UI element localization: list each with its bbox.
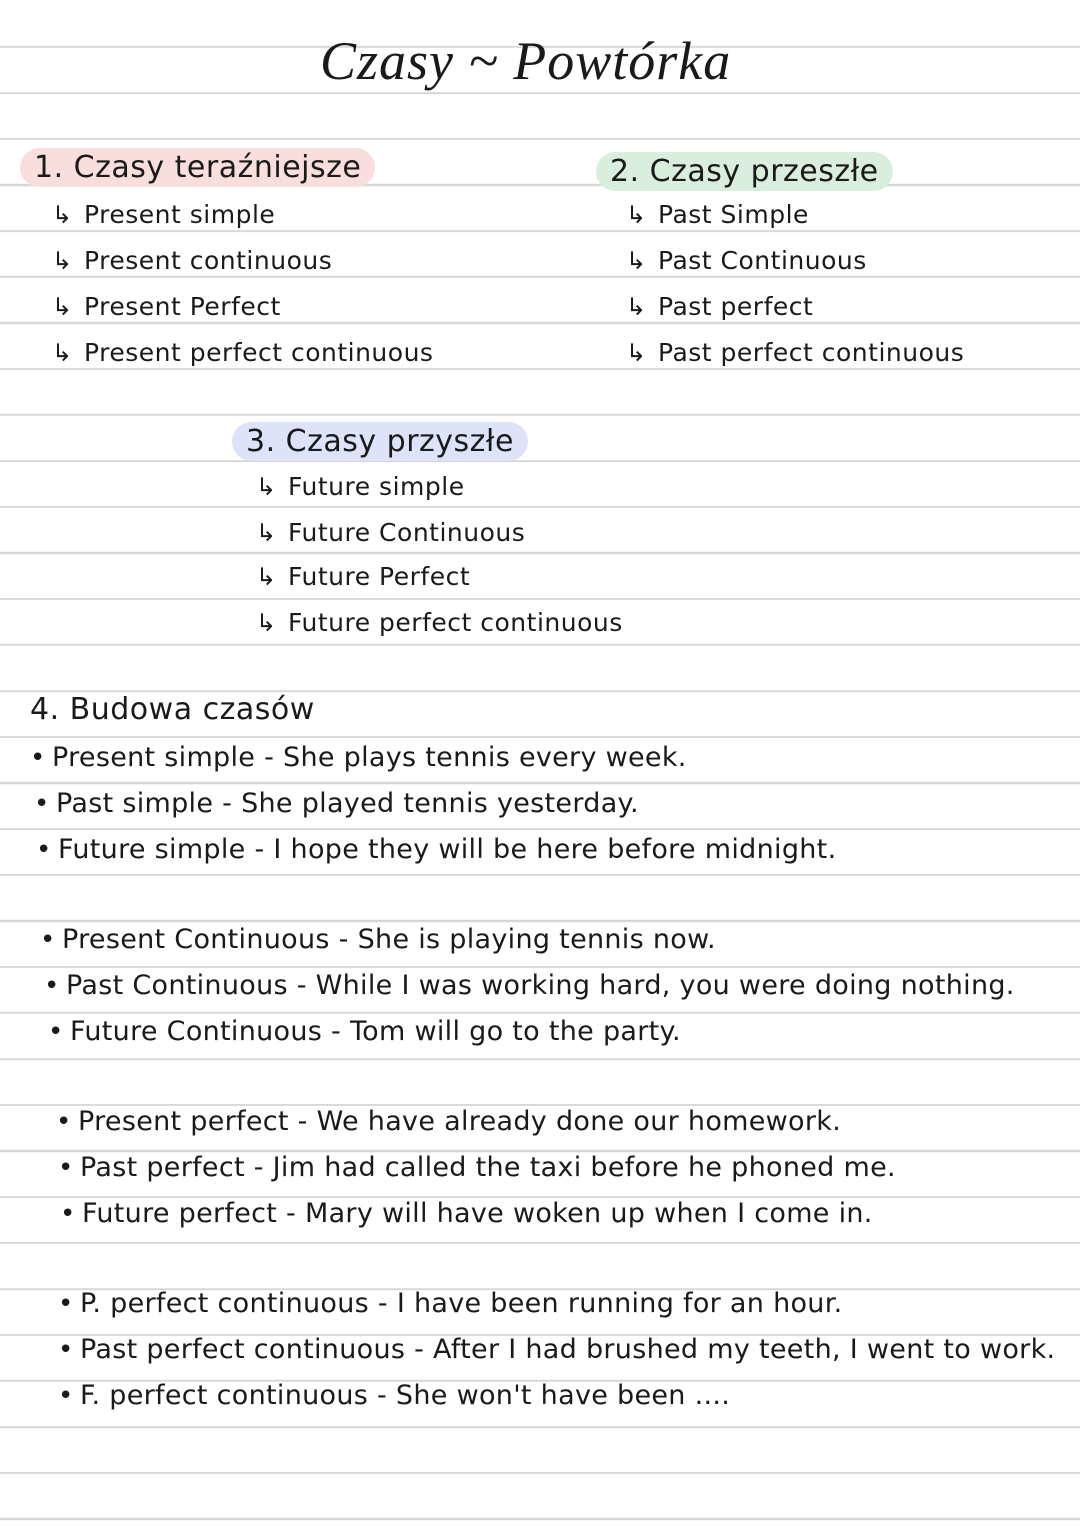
list-item: ↳ Future Continuous (256, 518, 526, 547)
example-sentence: • Future perfect - Mary will have woken up when I come in. (60, 1198, 873, 1229)
arrow-icon: ↳ (626, 201, 647, 229)
bullet-icon: • (44, 971, 60, 1001)
arrow-icon: ↳ (626, 293, 647, 321)
arrow-icon: ↳ (626, 247, 647, 275)
bullet-icon: • (36, 835, 52, 865)
list-item: ↳ Past Continuous (626, 246, 867, 275)
page-title: Czasy ~ Powtórka (320, 31, 732, 91)
bullet-icon: • (30, 743, 46, 773)
list-item: ↳ Present perfect continuous (52, 338, 434, 367)
list-item: ↳ Future perfect continuous (256, 608, 623, 637)
example-sentence: • Past Continuous - While I was working hard, you were doing nothing. (44, 970, 1015, 1001)
example-sentence: • Future simple - I hope they will be here before midnight. (36, 834, 837, 865)
arrow-icon: ↳ (52, 293, 73, 321)
list-item: ↳ Future simple (256, 472, 465, 501)
list-item: ↳ Present simple (52, 200, 276, 229)
bullet-icon: • (58, 1289, 74, 1319)
list-item: ↳ Present Perfect (52, 292, 281, 321)
section-heading-future: 3. Czasy przyszłe (232, 422, 528, 461)
list-item: ↳ Present continuous (52, 246, 333, 275)
example-sentence: • F. perfect continuous - She won't have been .... (58, 1380, 731, 1411)
example-sentence: • Past simple - She played tennis yesterday. (34, 788, 639, 819)
list-item: ↳ Past perfect (626, 292, 814, 321)
arrow-icon: ↳ (256, 563, 277, 591)
arrow-icon: ↳ (52, 247, 73, 275)
list-item: ↳ Past Simple (626, 200, 809, 229)
list-item: ↳ Future Perfect (256, 562, 471, 591)
bullet-icon: • (56, 1107, 72, 1137)
bullet-icon: • (40, 925, 56, 955)
bullet-icon: • (58, 1381, 74, 1411)
example-sentence: • P. perfect continuous - I have been running for an hour. (58, 1288, 843, 1319)
example-sentence: • Future Continuous - Tom will go to the party. (48, 1016, 681, 1047)
bullet-icon: • (60, 1199, 76, 1229)
example-sentence: • Past perfect continuous - After I had brushed my teeth, I went to work. (58, 1334, 1056, 1365)
example-sentence: • Past perfect - Jim had called the taxi before he phoned me. (58, 1152, 896, 1183)
arrow-icon: ↳ (52, 339, 73, 367)
arrow-icon: ↳ (52, 201, 73, 229)
arrow-icon: ↳ (256, 519, 277, 547)
bullet-icon: • (58, 1153, 74, 1183)
list-item: ↳ Past perfect continuous (626, 338, 965, 367)
example-sentence: • Present simple - She plays tennis every week. (30, 742, 687, 773)
section-heading-structure: 4. Budowa czasów (30, 692, 315, 727)
bullet-icon: • (48, 1017, 64, 1047)
arrow-icon: ↳ (256, 473, 277, 501)
example-sentence: • Present Continuous - She is playing tennis now. (40, 924, 716, 955)
arrow-icon: ↳ (626, 339, 647, 367)
arrow-icon: ↳ (256, 609, 277, 637)
section-heading-present: 1. Czasy teraźniejsze (20, 148, 375, 187)
section-heading-past: 2. Czasy przeszłe (596, 152, 893, 191)
bullet-icon: • (58, 1335, 74, 1365)
bullet-icon: • (34, 789, 50, 819)
example-sentence: • Present perfect - We have already done our homework. (56, 1106, 842, 1137)
